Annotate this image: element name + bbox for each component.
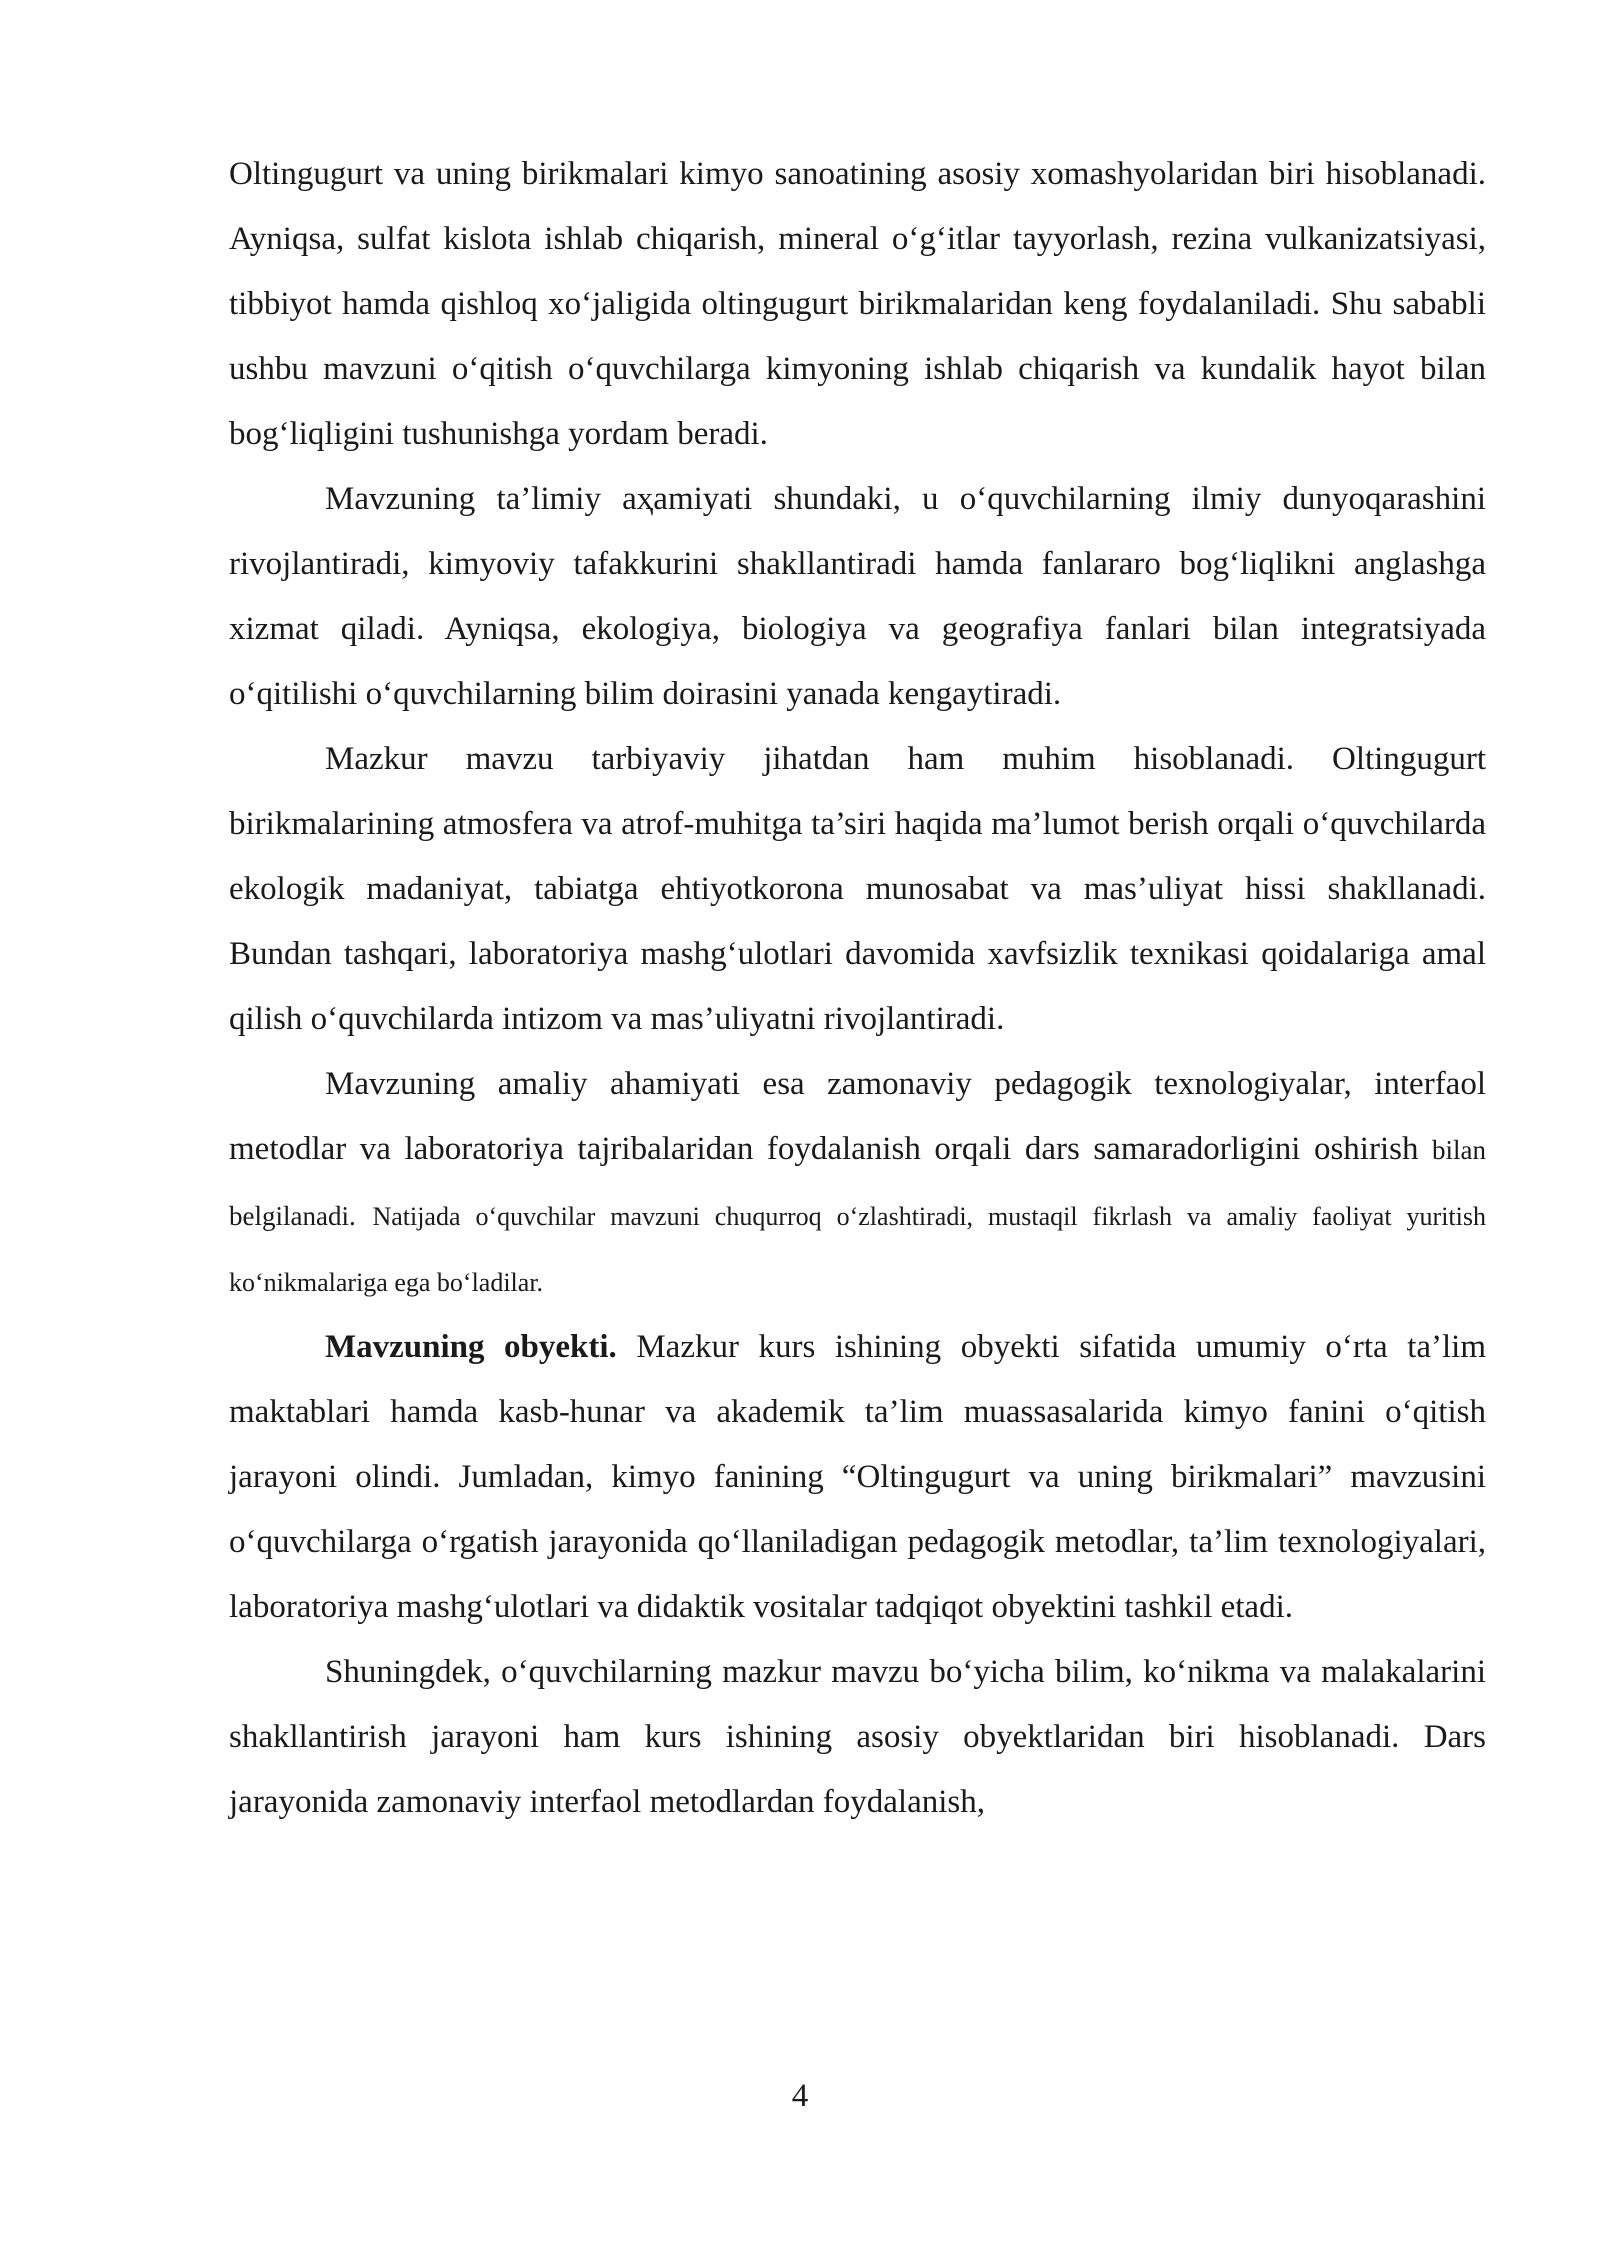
- paragraph-4-main: Mavzuning amaliy ahamiyati esa zamonaviy pedagogik texnologiyalar, interfaol metodlar va laboratoriya tajribalaridan foydalanish orqali dars samaradorligini oshirish: [229, 1066, 1486, 1167]
- paragraph-3: Mazkur mavzu tarbiyaviy jihatdan ham muhim hisoblanadi. Oltingugurt birikmalarining atmosfera va atrof-muhitga ta’siri haqida ma’lumot berish orqali o‘quvchilarda ekologik madaniyat, tabiatga ehtiyotkorona munosabat va mas’uliyat hissi shakllanadi. Bundan tashqari, laboratoriya mashg‘ulotlari davomida xavfsizlik texnikasi qoidalariga amal qilish o‘quvchilarda intizom va mas’uliyatni rivojlantiradi.: [229, 741, 1486, 1037]
- paragraph-2: Mavzuning ta’limiy aҳamiyati shundaki, u o‘quvchilarning ilmiy dunyoqarashini rivojlantiradi, kimyoviy tafakkurini shakllantiradi hamda fanlararo bog‘liqlikni anglashga xizmat qiladi. Ayniqsa, ekologiya, biologiya va geografiya fanlari bilan integratsiyada o‘qitilishi o‘quvchilarning bilim doirasini yanada kengaytiradi.: [229, 481, 1486, 712]
- paragraph-4-smaller: Natijada o‘quvchilar mavzuni chuqurroq o‘zlashtiradi, mustaqil fikrlash va amaliy faoliyat yuritish ko‘nikmalariga ega bo‘ladilar.: [229, 1202, 1486, 1297]
- paragraph-6: Shuningdek, o‘quvchilarning mazkur mavzu bo‘yicha bilim, ko‘nikma va malakalarini shakllantirish jarayoni ham kurs ishining asosiy obyektlaridan biri hisoblanadi. Dars jarayonida zamonaviy interfaol metodlardan foydalanish,: [229, 1654, 1486, 1820]
- page-number: 4: [791, 2078, 809, 2114]
- section-heading-obyekt: Mavzuning obyekti.: [325, 1329, 617, 1365]
- paragraph-1: Oltingugurt va uning birikmalari kimyo sanoatining asosiy xomashyolaridan biri hisoblanadi. Ayniqsa, sulfat kislota ishlab chiqarish, mineral o‘g‘itlar tayyorlash, rezina vulkanizatsiyasi, tibbiyot hamda qishloq xo‘jaligida oltingugurt birikmalaridan keng foydalaniladi. Shu sababli ushbu mavzuni o‘qitish o‘quvchilarga kimyoning ishlab chiqarish va kundalik hayot bilan bog‘liqligini tushunishga yordam beradi.: [229, 156, 1486, 452]
- paragraph-4-small: bilan belgilanadi.: [229, 1135, 1486, 1231]
- paragraph-5: [229, 1315, 1486, 1640]
- paragraph-4: [229, 1052, 1486, 1315]
- paragraph-5-text: Mazkur kurs ishining obyekti sifatida umumiy o‘rta ta’lim maktablari hamda kasb-hunar va akademik ta’lim muassasalarida kimyo fanini o‘qitish jarayoni olindi. Jumladan, kimyo fanining “Oltingugurt va uning birikmalari” mavzusini o‘quvchilarga o‘rgatish jarayonida qo‘llaniladigan pedagogik metodlar, ta’lim texnologiyalari, laboratoriya mashg‘ulotlari va didaktik vositalar tadqiqot obyektini tashkil etadi.: [229, 1329, 1487, 1625]
- body-text: [229, 142, 1486, 1835]
